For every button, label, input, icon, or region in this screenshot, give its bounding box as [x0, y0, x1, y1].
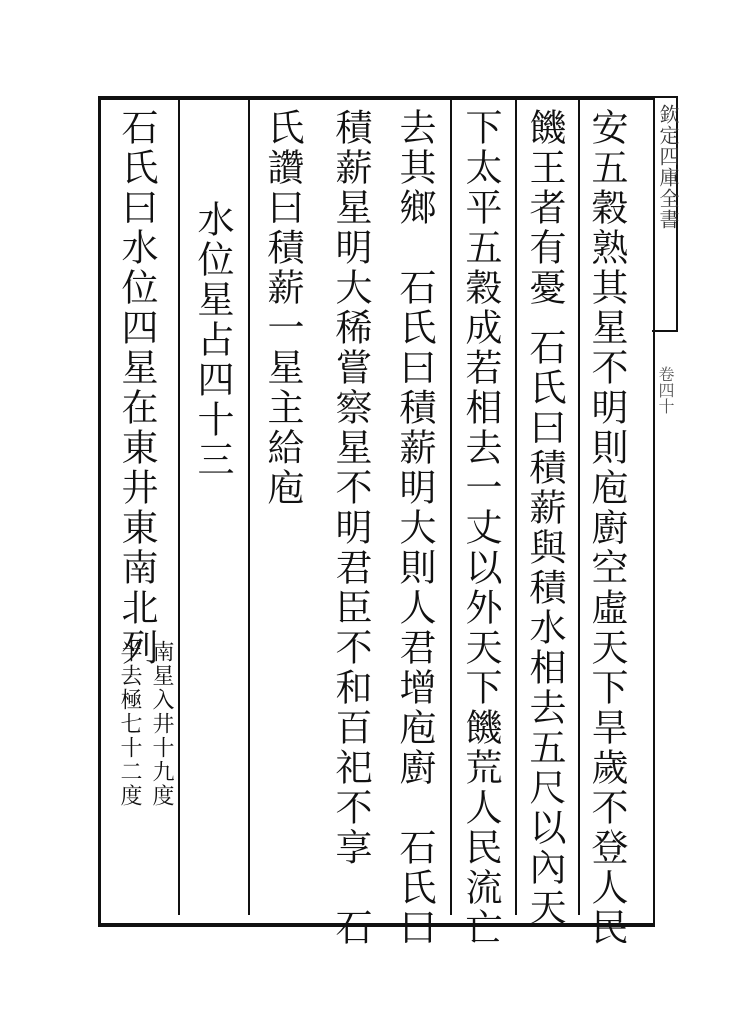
column-note-text: 石氏曰積薪與積水相去五尺以內天 — [523, 328, 566, 928]
text-column-5 — [329, 108, 372, 948]
text-column-1 — [585, 108, 628, 948]
column-note-text: 去其鄉 石氏曰積薪明大則人君增庖廚 石氏曰 — [393, 108, 436, 948]
heading-text: 水位星占四十三 — [191, 200, 234, 480]
column-main-text: 安五穀熟其星不明則庖廚空虛天下旱歲不登人民 — [585, 108, 628, 948]
text-column-6 — [262, 108, 302, 908]
column-main-text: 饑王者有憂 — [523, 108, 566, 308]
column-rule — [578, 100, 580, 915]
split-note-right — [146, 640, 176, 910]
column-note-text: 氏讚曰積薪一星主給庖 — [261, 108, 304, 508]
column-main-text: 石氏曰水位四星在東井東南北列 — [115, 108, 158, 668]
column-note-text: 積薪星明大稀嘗察星不明君臣不和百祀不享 石 — [329, 108, 372, 948]
column-rule — [450, 100, 452, 915]
text-column-8 — [115, 108, 158, 668]
text-column-4 — [393, 108, 436, 948]
column-rule — [515, 100, 517, 915]
column-rule — [248, 100, 250, 915]
section-heading — [192, 200, 232, 1000]
text-column-2 — [523, 108, 566, 928]
column-rule — [178, 100, 180, 915]
margin-folio: 卷四十 — [656, 366, 675, 414]
split-note-left-text: 半去極七十二度 — [117, 640, 142, 808]
page-margin — [652, 96, 680, 919]
split-note-right-text: 南星入井十九度 — [149, 640, 174, 808]
split-note-left — [114, 640, 144, 910]
margin-title-box — [652, 96, 678, 332]
margin-title: 欽定四庫全書 — [656, 104, 680, 230]
text-column-3 — [459, 108, 502, 948]
page-frame — [98, 96, 655, 927]
column-note-text: 下太平五穀成若相去一丈以外天下饑荒人民流亡 — [459, 108, 502, 948]
